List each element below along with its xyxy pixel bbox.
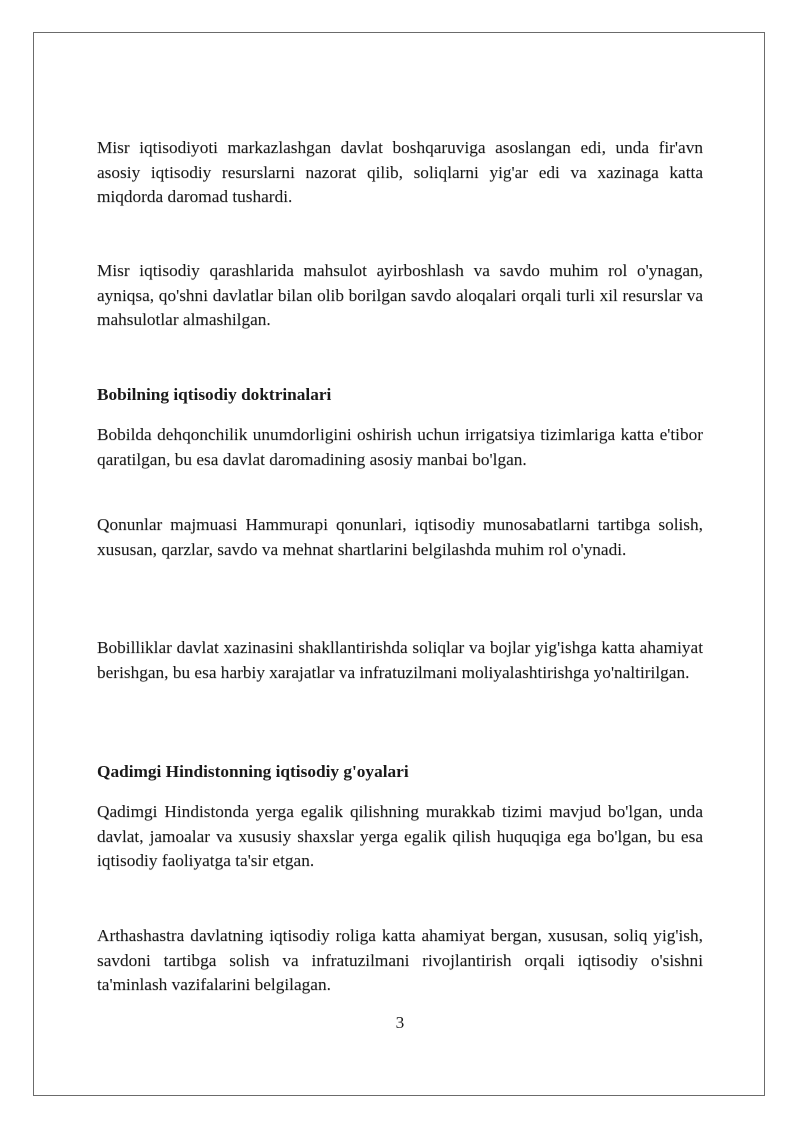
paragraph: Qadimgi Hindistonda yerga egalik qilishning murakkab tizimi mavjud bo'lgan, unda davlat, jamoalar va xususiy shaxslar yerga egalik qilish huquqiga ega bo'lgan, bu esa iqtisodiy faoliyatga ta'sir etgan. <box>97 802 703 870</box>
section-heading: Qadimgi Hindistonning iqtisodiy g'oyalari <box>97 762 409 781</box>
paragraph: Arthashastra davlatning iqtisodiy roliga katta ahamiyat bergan, xususan, soliq yig'ish, savdoni tartibga solish va infratuzilmani rivojlantirish orqali iqtisodiy o'sishni ta'minlash vazifalarini belgilagan. <box>97 926 703 994</box>
section-heading: Bobilning iqtisodiy doktrinalari <box>97 385 332 404</box>
page-number: 3 <box>395 1013 405 1032</box>
paragraph: Qonunlar majmuasi Hammurapi qonunlari, iqtisodiy munosabatlarni tartibga solish, xususan, qarzlar, savdo va mehnat shartlarini belgilashda muhim rol o'ynadi. <box>97 515 703 559</box>
paragraph: Misr iqtisodiy qarashlarida mahsulot ayirboshlash va savdo muhim rol o'ynagan, ayniqsa, qo'shni davlatlar bilan olib borilgan savdo aloqalari orqali turli xil resurslar va mahsulotlar almashilgan. <box>97 261 703 329</box>
paragraph: Bobilda dehqonchilik unumdorligini oshirish uchun irrigatsiya tizimlariga katta e'tibor qaratilgan, bu esa davlat daromadining asosiy manbai bo'lgan. <box>97 425 703 469</box>
paragraph: Bobilliklar davlat xazinasini shakllantirishda soliqlar va bojlar yig'ishga katta ahamiyat berishgan, bu esa harbiy xarajatlar va infratuzilmani moliyalashtirishga yo'naltirilgan. <box>97 638 703 682</box>
paragraph: Misr iqtisodiyoti markazlashgan davlat boshqaruviga asoslangan edi, unda fir'avn asosiy iqtisodiy resurslarni nazorat qilib, soliqlarni yig'ar edi va xazinaga katta miqdorda daromad tushardi. <box>97 138 703 206</box>
